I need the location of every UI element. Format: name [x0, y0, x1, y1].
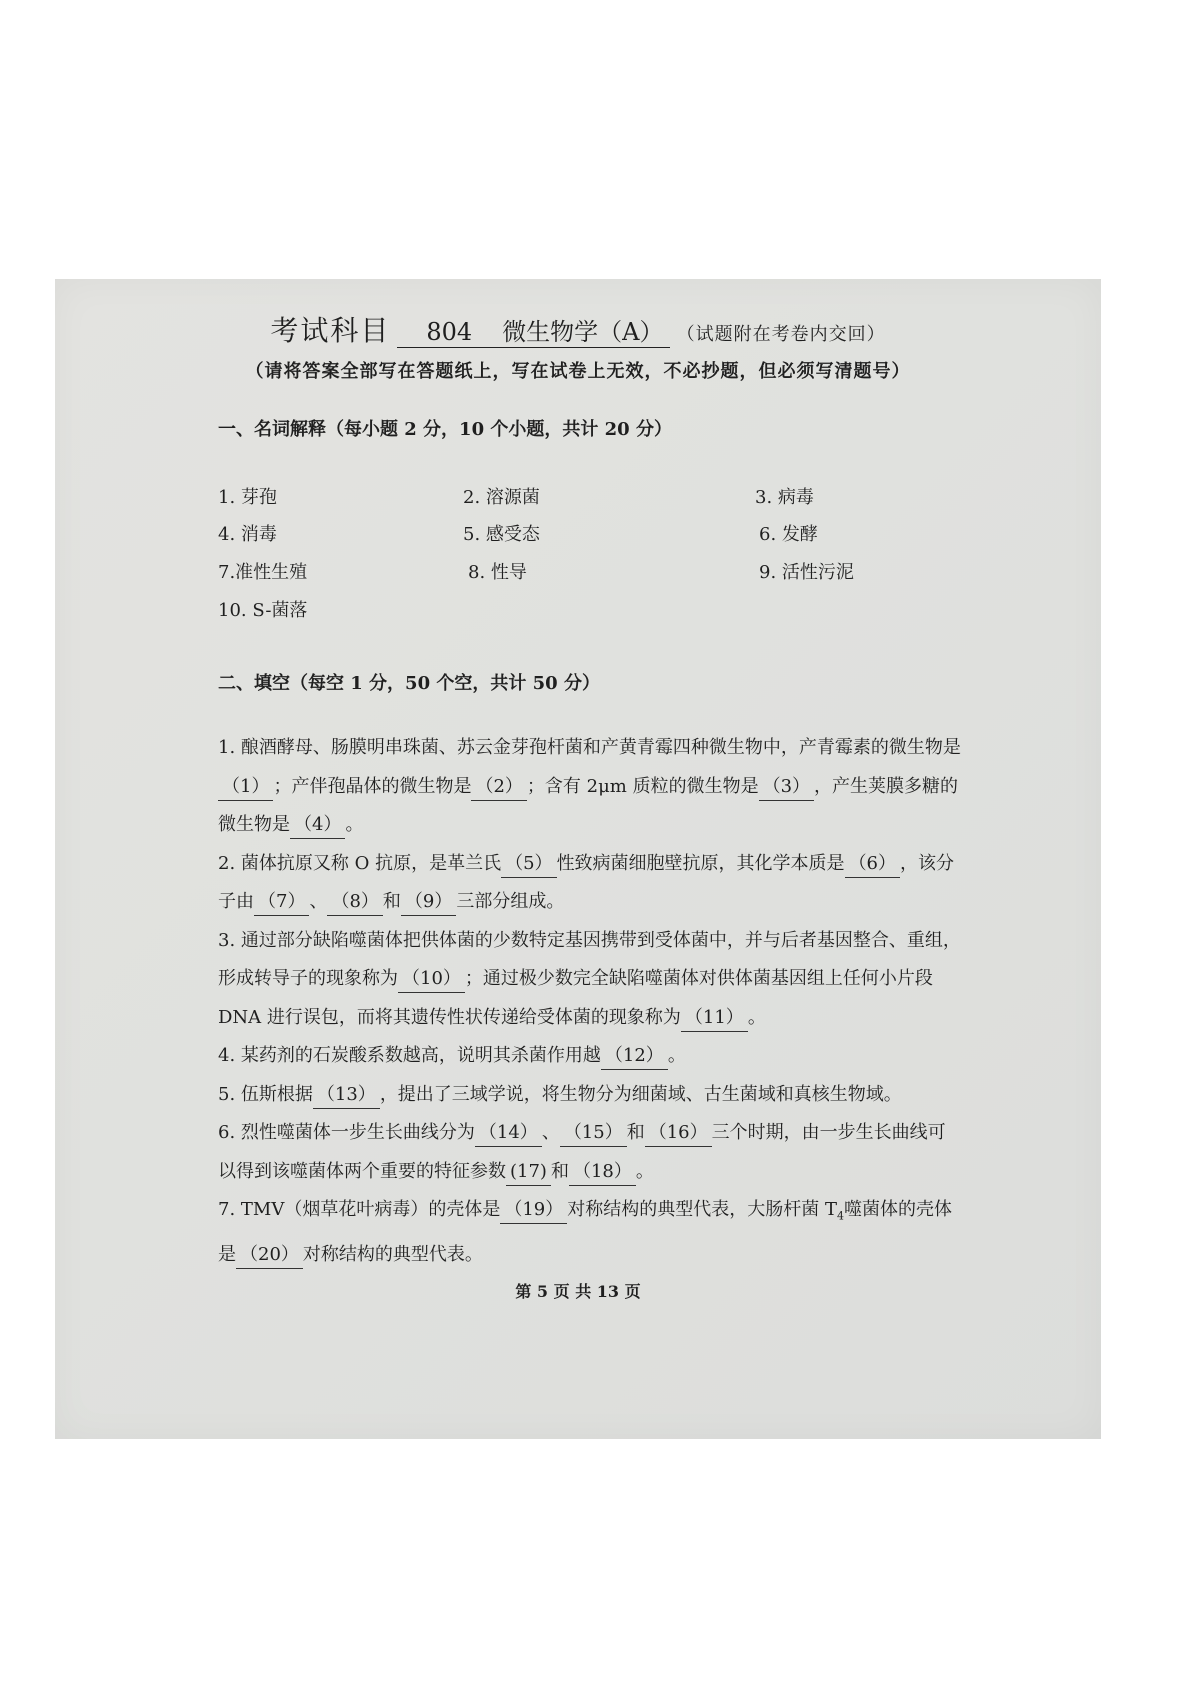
question-text: 。 — [667, 1045, 686, 1066]
fill-in-questions — [218, 729, 963, 1275]
exam-sheet — [55, 279, 1101, 1439]
answer-blank: （5） — [501, 851, 556, 878]
subject-label: 考试科目 — [270, 314, 391, 347]
question-6 — [218, 1114, 963, 1191]
question-text: ，该分子由 — [218, 852, 955, 912]
term-item: 8. 性导 — [468, 562, 527, 583]
question-text: 7. TMV（烟草花叶病毒）的壳体是 — [218, 1199, 501, 1220]
term-item: 9. 活性污泥 — [759, 562, 854, 583]
question-text: 对称结构的典型代表，大肠杆菌 T — [567, 1199, 837, 1220]
term-item: 10. S-菌落 — [218, 600, 308, 621]
term-item: 4. 消毒 — [218, 524, 277, 545]
question-3 — [218, 922, 963, 1038]
question-text: ；通过极少数完全缺陷噬菌体对供体菌基因组上任何小片段 DNA 进行误包，而将其遗传性状传递给受体菌的现象称为 — [218, 968, 933, 1028]
answer-blank: （9） — [401, 889, 456, 916]
answer-blank: （15） — [560, 1120, 627, 1147]
term-item: 1. 芽孢 — [218, 487, 277, 508]
question-4 — [218, 1037, 963, 1076]
question-2 — [218, 845, 963, 922]
question-text: 和 — [626, 1122, 645, 1143]
question-text: 6. 烈性噬菌体一步生长曲线分为 — [218, 1122, 475, 1143]
answer-blank: （6） — [845, 851, 900, 878]
section2-title: 二、填空（每空 1 分，50 个空，共计 50 分） — [218, 673, 600, 694]
question-text: 4. 某药剂的石炭酸系数越高，说明其杀菌作用越 — [218, 1045, 601, 1066]
subject-name: 微生物学（A） — [502, 318, 664, 346]
question-5 — [218, 1076, 963, 1115]
exam-instruction: （请将答案全部写在答题纸上，写在试卷上无效，不必抄题，但必须写清题号） — [245, 361, 911, 382]
question-text: 。 — [345, 814, 364, 835]
term-item: 2. 溶源菌 — [463, 487, 540, 508]
answer-blank: （11） — [681, 1005, 748, 1032]
term-item: 3. 病毒 — [755, 487, 814, 508]
answer-blank: （10） — [398, 966, 465, 993]
question-1 — [218, 729, 963, 845]
answer-blank: （12） — [601, 1043, 668, 1070]
question-text: ，提出了三域学说，将生物分为细菌域、古生菌域和真核生物域。 — [379, 1083, 902, 1105]
question-text: 和 — [382, 891, 401, 912]
answer-blank: (17) — [506, 1159, 551, 1186]
question-text: 三部分组成。 — [456, 891, 565, 912]
question-text: 2. 菌体抗原又称 O 抗原，是革兰氏 — [218, 852, 502, 874]
answer-blank: （8） — [327, 889, 382, 916]
question-text: 和 — [550, 1160, 569, 1182]
question-text: 1. 酿酒酵母、肠膜明串珠菌、苏云金芽孢杆菌和产黄青霉四种微生物中，产青霉素的微生物是 — [218, 737, 961, 758]
question-text: ；含有 2μm 质粒的微生物是 — [526, 775, 759, 797]
page-number: 第 5 页 共 13 页 — [515, 1282, 641, 1301]
term-item: 6. 发酵 — [759, 524, 818, 545]
answer-blank: （13） — [313, 1082, 380, 1109]
answer-blank: （2） — [471, 774, 526, 801]
question-text: 、 — [309, 891, 328, 912]
subscript: 4 — [836, 1209, 844, 1223]
question-text: 对称结构的典型代表。 — [302, 1244, 483, 1266]
term-item: 5. 感受态 — [463, 524, 540, 545]
answer-blank: （14） — [475, 1120, 542, 1147]
question-text: 3. 通过部分缺陷噬菌体把供体菌的少数特定基因携带到受体菌中，并与后者基因整合、重组，形成转导子的现象称为 — [218, 929, 961, 989]
question-text: 、 — [541, 1122, 560, 1143]
subject-underline — [397, 312, 669, 348]
question-text: 5. 伍斯根据 — [218, 1083, 313, 1105]
term-item: 7.准性生殖 — [218, 562, 308, 583]
answer-blank: （20） — [236, 1242, 303, 1269]
question-text: 性致病菌细胞壁抗原，其化学本质是 — [556, 852, 845, 874]
question-text: 噬菌体的壳体是 — [218, 1199, 952, 1266]
answer-blank: （18） — [569, 1159, 636, 1186]
subject-note: （试题附在考卷内交回） — [676, 324, 886, 345]
answer-blank: （4） — [290, 812, 345, 839]
answer-blank: （16） — [645, 1120, 712, 1147]
question-text: 。 — [635, 1160, 654, 1182]
question-7 — [218, 1191, 963, 1275]
answer-blank: （7） — [254, 889, 309, 916]
question-text: ，产生荚膜多糖的微生物是 — [218, 775, 959, 835]
question-text: 三个时期，由一步生长曲线可以得到该噬菌体两个重要的特征参数 — [218, 1122, 946, 1182]
answer-blank: （19） — [500, 1197, 567, 1224]
exam-header — [55, 309, 1101, 349]
section1-title: 一、名词解释（每小题 2 分，10 个小题，共计 20 分） — [218, 419, 672, 440]
subject-code: 804 — [426, 318, 473, 346]
answer-blank: （1） — [218, 774, 273, 801]
question-text: ；产伴孢晶体的微生物是 — [273, 775, 472, 797]
answer-blank: （3） — [759, 774, 814, 801]
question-text: 。 — [747, 1006, 766, 1028]
